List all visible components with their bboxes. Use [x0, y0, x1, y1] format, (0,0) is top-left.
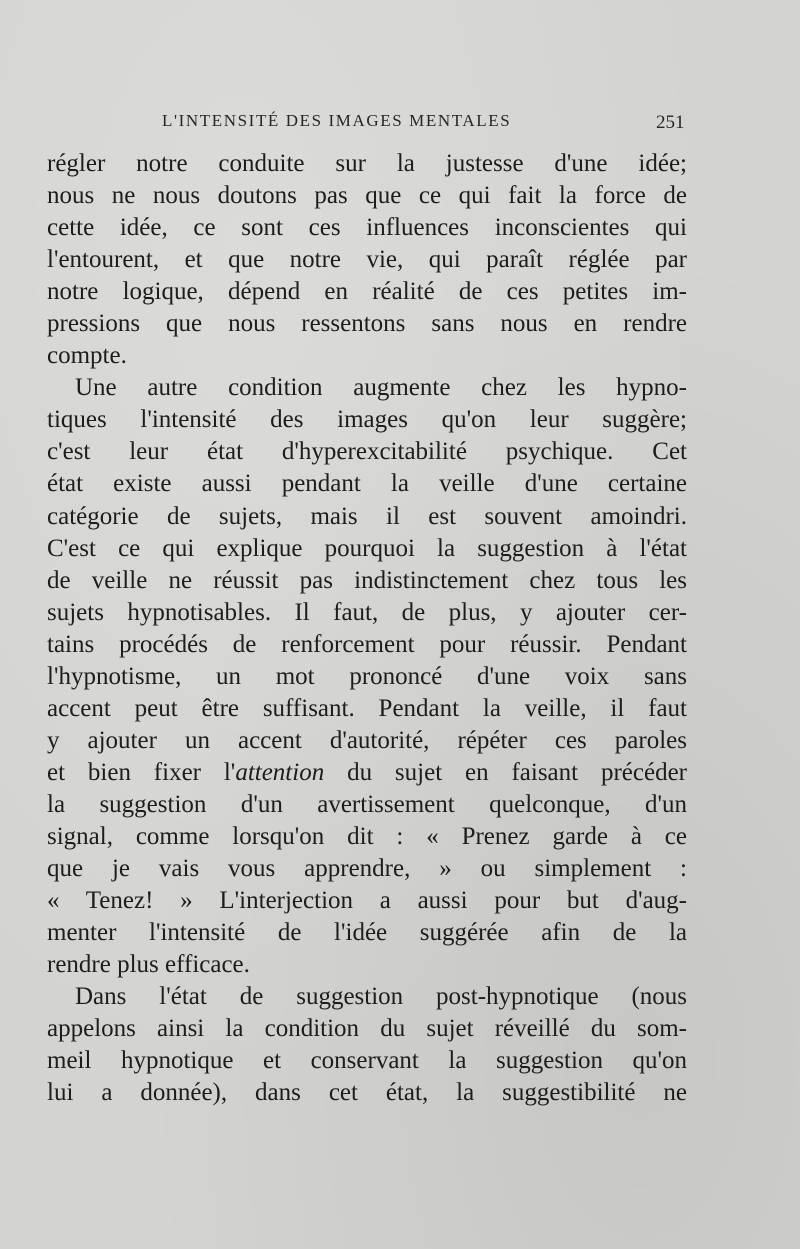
text-line: menter l'intensité de l'idée suggérée afin de la	[47, 919, 687, 947]
running-head	[0, 111, 800, 141]
text-line: que je vais vous apprendre, » ou simplement :	[47, 855, 687, 883]
text-line: l'hypnotisme, un mot prononcé d'une voix sans	[47, 662, 687, 690]
text-line: accent peut être suffisant. Pendant la veille, il faut	[47, 694, 687, 722]
text-line: appelons ainsi la condition du sujet réveillé du som-	[47, 1015, 687, 1043]
text-line: Une autre condition augmente chez les hypno-	[75, 374, 687, 402]
text-run: et bien fixer l'	[47, 758, 236, 786]
body-text	[47, 148, 687, 1109]
text-line: Dans l'état de suggestion post-hypnotique (nous	[75, 983, 687, 1011]
running-title: L'INTENSITÉ DES IMAGES MENTALES	[162, 111, 512, 130]
text-line: rendre plus efficace.	[47, 951, 250, 979]
text-line: lui a donnée), dans cet état, la suggestibilité ne	[47, 1079, 687, 1107]
text-line: sujets hypnotisables. Il faut, de plus, y ajouter cer-	[47, 598, 687, 626]
text-line: de veille ne réussit pas indistinctement chez tous les	[47, 566, 687, 594]
text-line: c'est leur état d'hyperexcitabilité psychique. Cet	[47, 438, 687, 466]
text-line: signal, comme lorsqu'on dit : « Prenez garde à ce	[47, 822, 687, 850]
text-line: l'entourent, et que notre vie, qui paraît réglée par	[47, 246, 687, 274]
text-line: meil hypnotique et conservant la suggestion qu'on	[47, 1047, 687, 1075]
text-line: la suggestion d'un avertissement quelconque, d'un	[47, 790, 687, 818]
text-line: tains procédés de renforcement pour réussir. Pendant	[47, 630, 687, 658]
text-line: nous ne nous doutons pas que ce qui fait la force de	[47, 182, 687, 210]
text-line	[47, 757, 687, 789]
italic-word: attention	[235, 758, 325, 786]
text-line: y ajouter un accent d'autorité, répéter ces paroles	[47, 726, 687, 754]
text-line: pressions que nous ressentons sans nous en rendre	[47, 310, 687, 338]
text-line: notre logique, dépend en réalité de ces petites im-	[47, 278, 687, 306]
text-line: compte.	[47, 342, 127, 370]
text-line: « Tenez! » L'interjection a aussi pour but d'aug-	[47, 887, 687, 915]
text-line: tiques l'intensité des images qu'on leur suggère;	[47, 406, 687, 434]
text-line: cette idée, ce sont ces influences inconscientes qui	[47, 214, 687, 242]
text-line: état existe aussi pendant la veille d'une certaine	[47, 470, 687, 498]
page-number: 251	[656, 112, 685, 133]
text-line: régler notre conduite sur la justesse d'une idée;	[47, 150, 687, 177]
text-line: catégorie de sujets, mais il est souvent amoindri.	[47, 502, 687, 530]
text-line: C'est ce qui explique pourquoi la suggestion à l'état	[47, 534, 687, 562]
text-run: du sujet en faisant précéder	[324, 758, 687, 786]
